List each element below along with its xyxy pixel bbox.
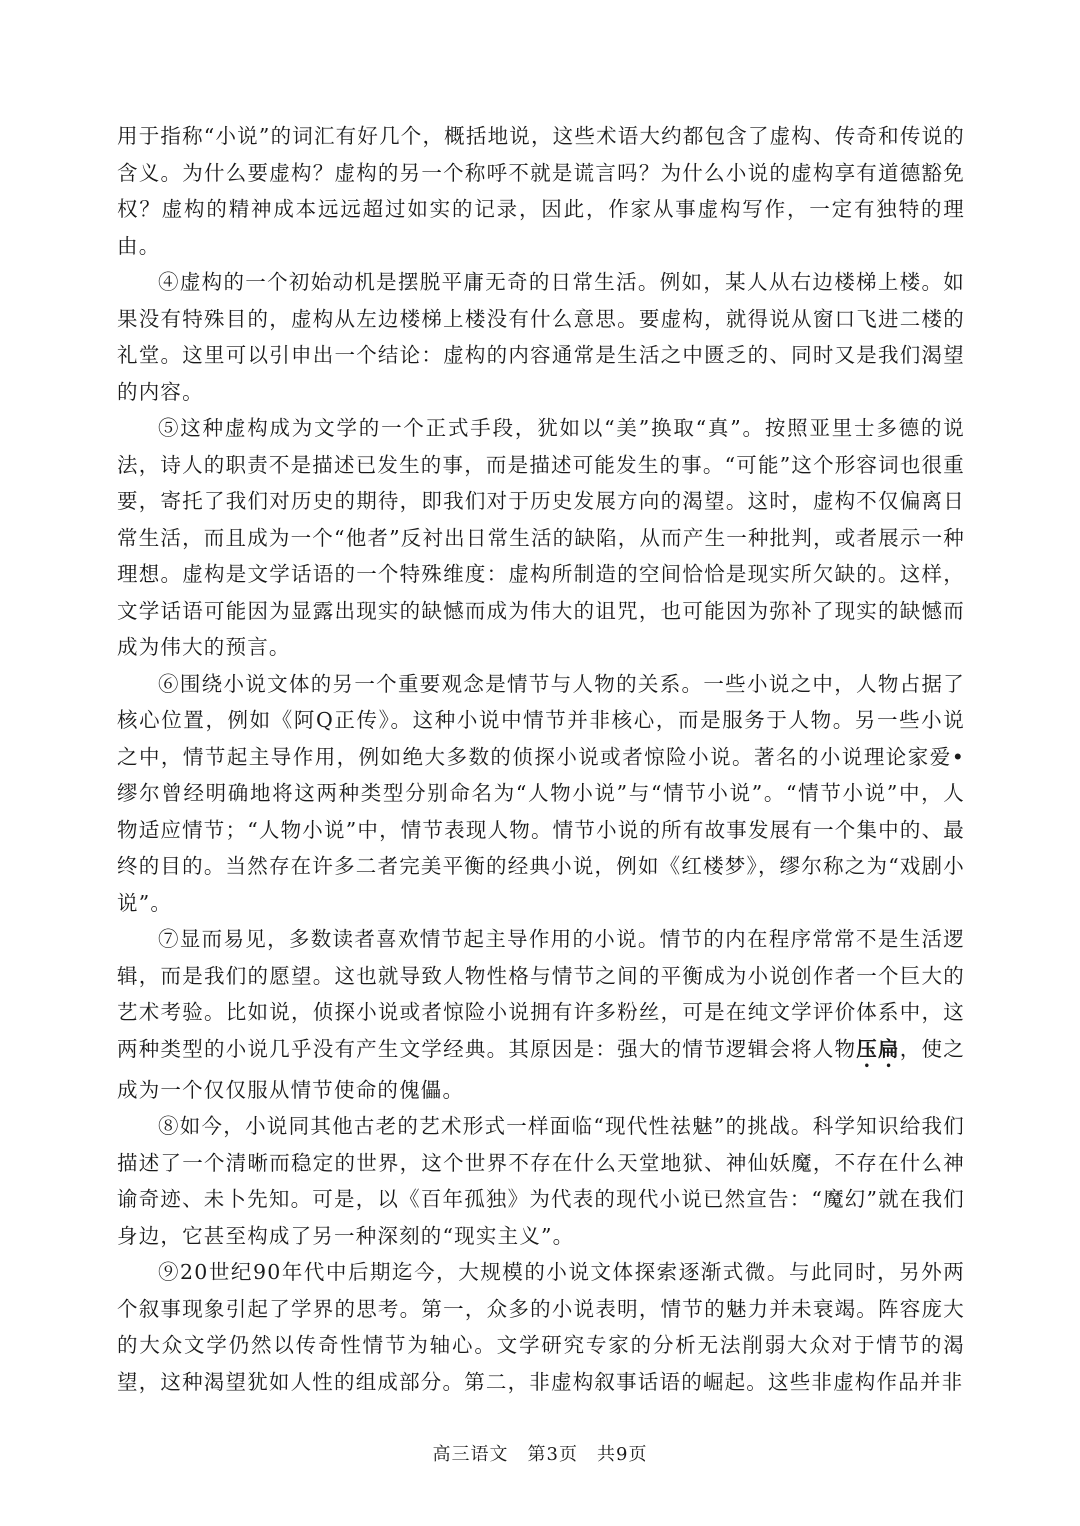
paragraph-5: ⑤这种虚构成为文学的一个正式手段，犹如以“美”换取“真”。按照亚里士多德的说法，诗人的职责不是描述已发生的事，而是描述可能发生的事。“可能”这个形容词也很重要，寄托了我们对历史的期待，即我们对于历史发展方向的渴望。这时，虚构不仅偏离日常生活，而且成为一个“他者”反衬出日常生活的缺陷，从而产生一种批判，或者展示一种理想。虚构是文学话语的一个特殊维度：虚构所制造的空间恰恰是现实所欠缺的。这样，文学话语可能因为显露出现实的缺憾而成为伟大的诅咒，也可能因为弥补了现实的缺憾而成为伟大的预言。 <box>117 416 965 659</box>
emphasized-word: 压扁 <box>856 1036 900 1061</box>
paragraph-9: ⑨20世纪90年代中后期迄今，大规模的小说文体探索逐渐式微。与此同时，另外两个叙事现象引起了学界的思考。第一，众多的小说表明，情节的魅力并未衰竭。阵容庞大的大众文学仍然以传奇性情节为轴心。文学研究专家的分析无法削弱大众对于情节的渴望，这种渴望犹如人性的组成部分。第二，非虚构叙事话语的崛起。这些非虚构作品并非 <box>117 1260 965 1394</box>
paragraph-7-text-before: ⑦显而易见，多数读者喜欢情节起主导作用的小说。情节的内在程序常常不是生活逻辑，而是我们的愿望。这也就导致人物性格与情节之间的平衡成为小说创作者一个巨大的艺术考验。比如说，侦探小说或者惊险小说拥有许多粉丝，可是在纯文学评价体系中，这两种类型的小说几乎没有产生文学经典。其原因是：强大的情节逻辑会将人物 <box>117 927 965 1061</box>
paragraph-8: ⑧如今，小说同其他古老的艺术形式一样面临“现代性祛魅”的挑战。科学知识给我们描述了一个清晰而稳定的世界，这个世界不存在什么天堂地狱、神仙妖魔，不存在什么神谕奇迹、未卜先知。可是，以《百年孤独》为代表的现代小说已然宣告：“魔幻”就在我们身边，它甚至构成了另一种深刻的“现实主义”。 <box>117 1114 965 1248</box>
document-body <box>117 118 965 1400</box>
paragraph-6: ⑥围绕小说文体的另一个重要观念是情节与人物的关系。一些小说之中，人物占据了核心位置，例如《阿Q正传》。这种小说中情节并非核心，而是服务于人物。另一些小说之中，情节起主导作用，例如绝大多数的侦探小说或者惊险小说。著名的小说理论家爱•缪尔曾经明确地将这两种类型分别命名为“人物小说”与“情节小说”。“情节小说”中，人物适应情节；“人物小说”中，情节表现人物。情节小说的所有故事发展有一个集中的、最终的目的。当然存在许多二者完美平衡的经典小说，例如《红楼梦》，缪尔称之为“戏剧小说”。 <box>117 671 965 915</box>
paragraph-7 <box>117 921 965 1108</box>
page-footer: 高三语文 第3页 共9页 <box>432 1444 648 1465</box>
paragraph-4: ④虚构的一个初始动机是摆脱平庸无奇的日常生活。例如，某人从右边楼梯上楼。如果没有特殊目的，虚构从左边楼梯上楼没有什么意思。要虚构，就得说从窗口飞进二楼的礼堂。这里可以引申出一个结论：虚构的内容通常是生活之中匮乏的、同时又是我们渴望的内容。 <box>117 270 965 404</box>
paragraph-7-text-after: ，使之成为一个仅仅服从情节使命的傀儡。 <box>117 1036 965 1102</box>
paragraph-continued: 用于指称“小说”的词汇有好几个，概括地说，这些术语大约都包含了虚构、传奇和传说的含义。为什么要虚构？虚构的另一个称呼不就是谎言吗？为什么小说的虚构享有道德豁免权？虚构的精神成本远远超过如实的记录，因此，作家从事虚构写作，一定有独特的理由。 <box>117 124 965 258</box>
